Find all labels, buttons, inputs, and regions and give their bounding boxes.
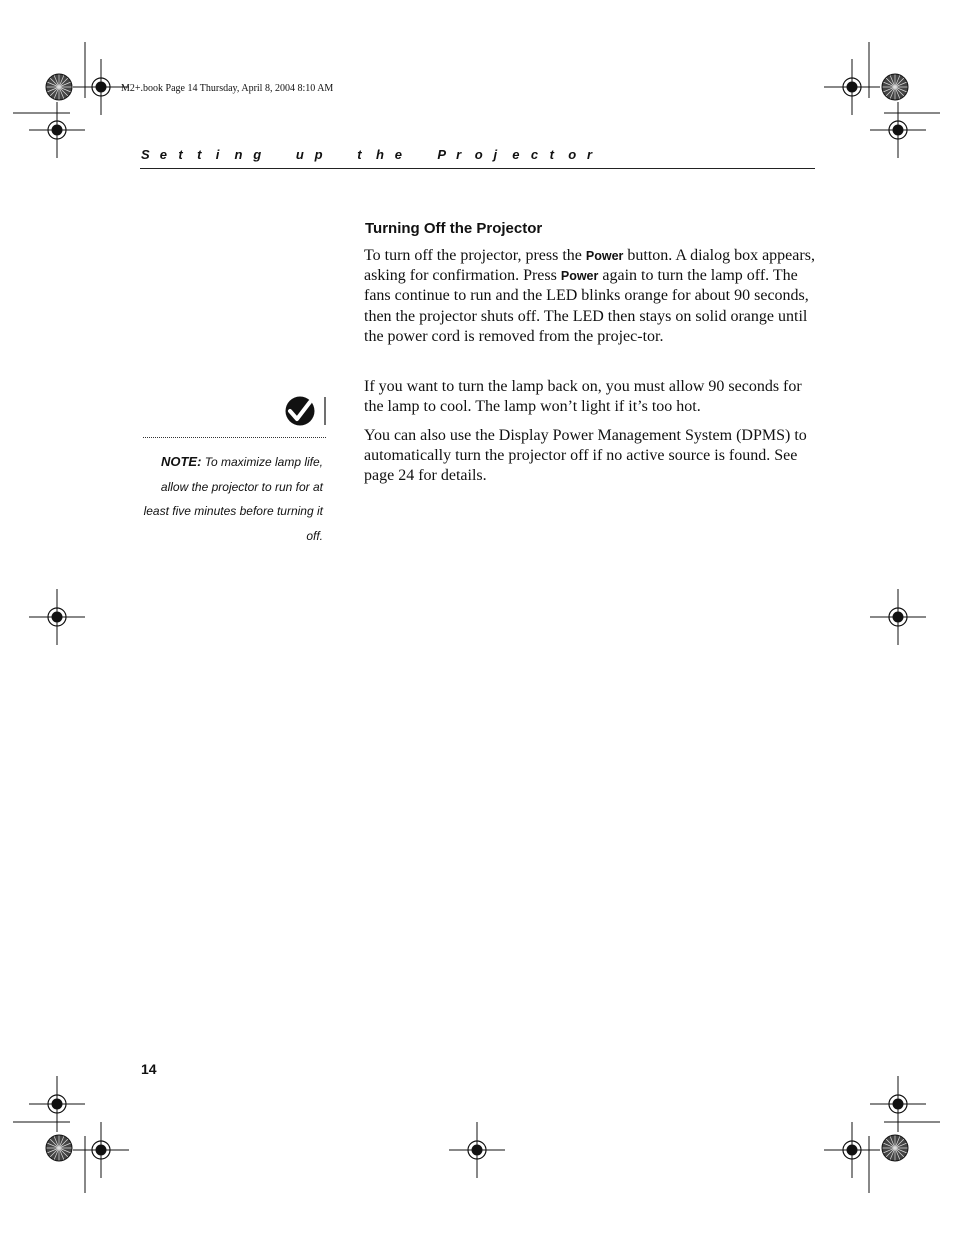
running-header — [141, 145, 815, 165]
checkmark-icon — [283, 395, 329, 427]
star-target-bottom-right — [882, 1135, 908, 1161]
star-target-bottom-left — [46, 1135, 72, 1161]
body-paragraph-2 — [364, 377, 816, 417]
star-target-top-right — [882, 74, 908, 100]
sidebar-note — [142, 450, 323, 548]
body-paragraph-3 — [364, 426, 816, 487]
power-button-label: Power — [560, 269, 599, 284]
paragraph-1-text-c: again to turn the lamp off. The fans continue to run and the LED blinks orange for about 90 seconds, then the projector shuts off. The LED then stays on solid orange until the power cord is removed from the projec-tor. — [364, 267, 809, 345]
note-label: NOTE: — [160, 454, 202, 469]
power-button-label: Power — [585, 249, 624, 263]
note-text: To maximize lamp life, allow the projector to run for at least five minutes before turning it off. — [143, 455, 323, 543]
paragraph-2-text: If you want to turn the lamp back on, you must allow 90 seconds for the lamp to cool. The lamp won’t light if it’s too hot. — [364, 378, 802, 416]
running-header-word: the — [357, 147, 402, 162]
print-slug: M2+.book Page 14 Thursday, April 8, 2004 8:10 AM — [121, 83, 334, 94]
running-header-word: up — [295, 147, 323, 162]
running-header-word: Projector — [437, 147, 593, 162]
note-divider — [143, 437, 326, 438]
paragraph-1-text-b: button. A dialog box appears, asking for confirmation. Press — [364, 247, 815, 285]
header-rule — [140, 168, 815, 169]
page-number: 14 — [141, 1061, 157, 1077]
running-header-word: Setting — [141, 147, 262, 162]
star-target-top-left — [46, 74, 72, 100]
body-paragraph-1 — [364, 246, 816, 347]
section-heading: Turning Off the Projector — [365, 220, 543, 237]
svg-text:SettinguptheProjector — [141, 147, 593, 162]
paragraph-1-text-a: To turn off the projector, press the — [364, 247, 586, 264]
paragraph-3-text: You can also use the Display Power Management System (DPMS) to automatically turn the projector off if no active source is found. See page 24 for details. — [364, 427, 807, 485]
